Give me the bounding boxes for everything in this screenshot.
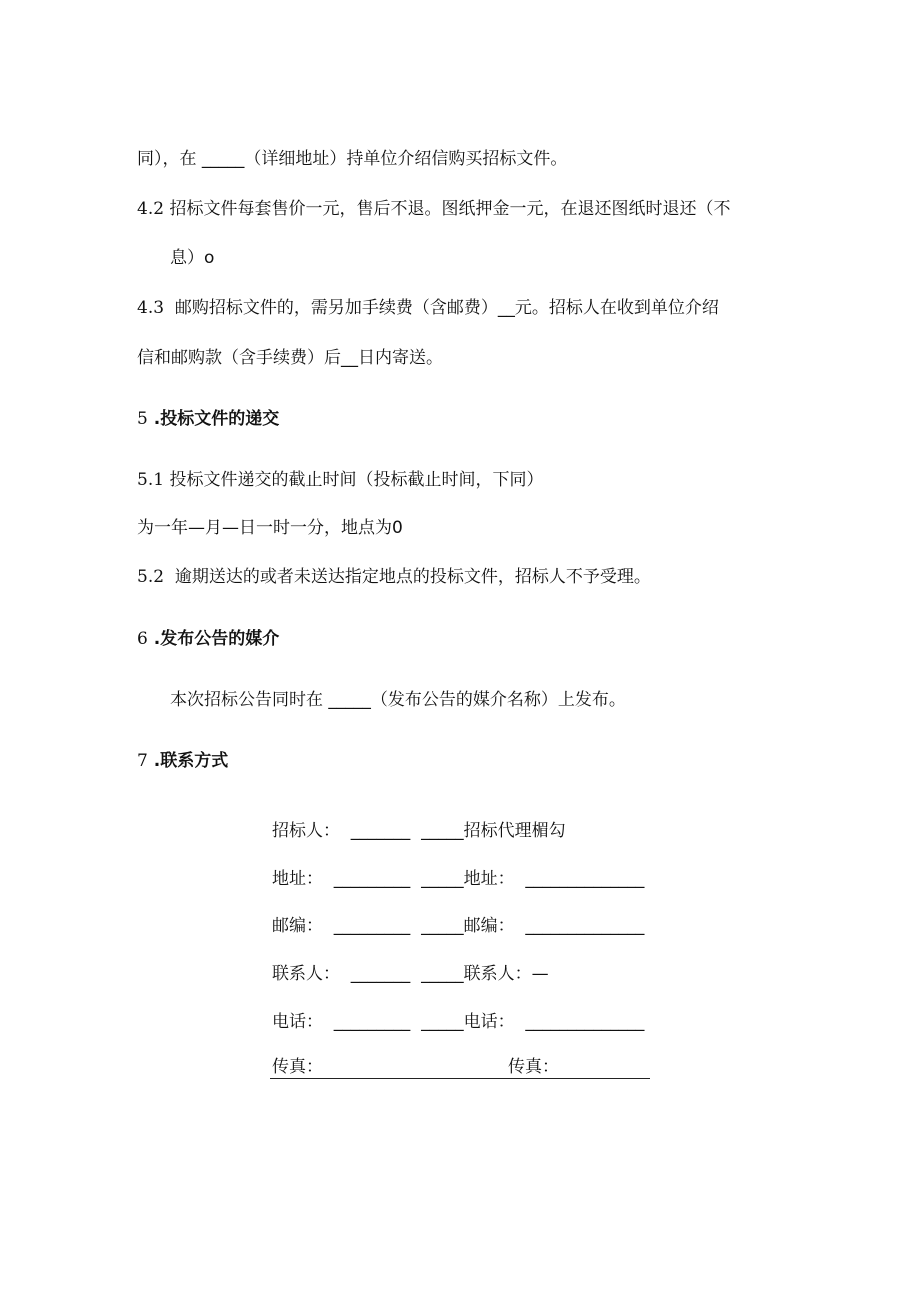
section-title: .投标文件的递交: [153, 409, 280, 429]
paragraph-4-2-line-1: [137, 198, 730, 220]
paragraph-4-2-line-2: 息）o: [170, 248, 215, 268]
clause-text: 招标文件每套售价一元，售后不退。图纸押金一元，在退还图纸时退还（不: [169, 199, 731, 219]
section-title: .联系方式: [153, 751, 229, 771]
section-number: 7: [137, 751, 148, 771]
paragraph-4-1-continuation: 同），在 _____（详细地址）持单位介绍信购买招标文件。: [137, 149, 568, 169]
clause-number: 5.1: [137, 470, 165, 490]
paragraph-6: 本次招标公告同时在 _____（发布公告的媒介名称）上发布。: [170, 690, 626, 710]
contact-row-tenderer: 招标人： _______ _____招标代理楣勾: [272, 821, 566, 841]
clause-number: 4.3: [137, 298, 165, 318]
contact-row-phone: 电话： _________ _____电话： ______________: [272, 1012, 645, 1032]
clause-text: 逾期送达的或者未送达指定地点的投标文件，招标人不予受理。: [174, 567, 651, 587]
contact-row-contact-person: 联系人： _______ _____联系人：—: [272, 964, 549, 984]
section-number: 6: [137, 629, 148, 649]
clause-number: 5.2: [137, 567, 165, 587]
clause-number: 4.2: [137, 199, 165, 219]
fax-underline: [270, 1078, 650, 1079]
contact-row-address: 地址： _________ _____地址： ______________: [272, 869, 645, 889]
section-number: 5: [137, 409, 148, 429]
paragraph-5-1-line-1: [137, 469, 543, 491]
contact-row-fax-left: 传真：: [272, 1057, 323, 1077]
section-5-heading: [137, 408, 279, 430]
contact-row-fax-right: 传真：: [508, 1057, 559, 1077]
clause-text: 投标文件递交的截止时间（投标截止时间，下同）: [169, 470, 544, 490]
paragraph-4-3-line-1: [137, 297, 719, 319]
section-title: .发布公告的媒介: [153, 629, 280, 649]
paragraph-4-3-line-2: 信和邮购款（含手续费）后__日内寄送。: [137, 348, 443, 368]
contact-row-postcode: 邮编： _________ _____邮编： ______________: [272, 916, 645, 936]
paragraph-5-2: [137, 566, 651, 588]
section-7-heading: [137, 750, 228, 772]
clause-text: 邮购招标文件的，需另加手续费（含邮费）__元。招标人在收到单位介绍: [174, 298, 719, 318]
section-6-heading: [137, 628, 279, 650]
paragraph-5-1-line-2: 为一年—月—日一时一分，地点为0: [137, 518, 403, 538]
